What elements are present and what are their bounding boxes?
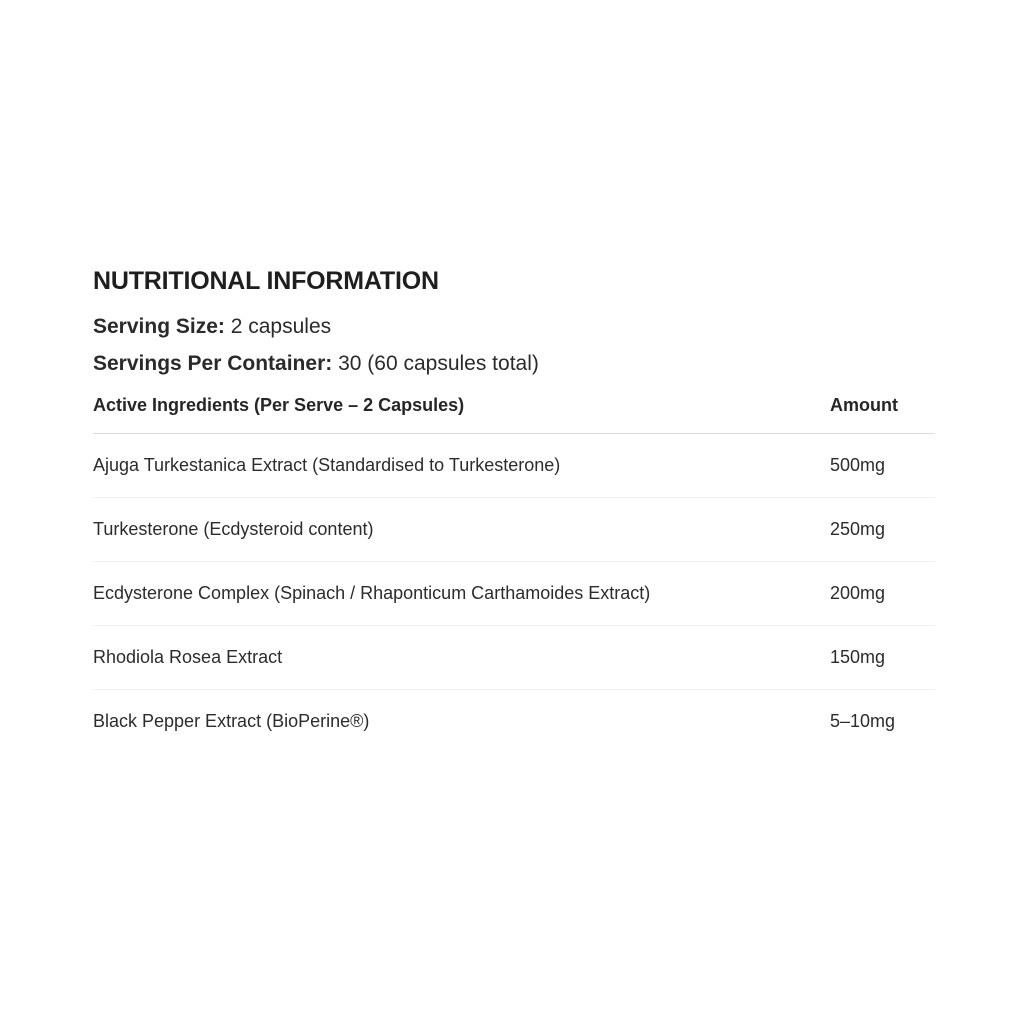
table-row (93, 690, 935, 754)
amount-column-header: Amount (830, 391, 935, 434)
amount-cell: 500mg (830, 434, 935, 498)
ingredient-cell: Black Pepper Extract (BioPerine®) (93, 711, 370, 731)
serving-size-line (93, 313, 935, 341)
serving-size-label: Serving Size: (93, 315, 225, 338)
amount-cell: 150mg (830, 626, 935, 690)
ingredient-cell: Rhodiola Rosea Extract (93, 626, 830, 690)
table-row (93, 626, 935, 690)
servings-per-container-label: Servings Per Container: (93, 352, 333, 375)
servings-per-container-line (93, 350, 935, 378)
amount-cell: 200mg (830, 562, 935, 626)
table-row (93, 434, 935, 498)
amount-cell: 250mg (830, 498, 935, 562)
ingredients-table (93, 391, 935, 753)
servings-per-container-value: 30 (60 capsules total) (338, 352, 539, 375)
ingredient-cell: Ecdysterone Complex (Spinach / Rhaponticum Carthamoides Extract) (93, 562, 830, 626)
ingredient-cell: Ajuga Turkestanica Extract (Standardised to Turkesterone) (93, 434, 830, 498)
amount-cell: 5–10mg (830, 711, 896, 731)
serving-size-value: 2 capsules (230, 315, 332, 338)
page-title: NUTRITIONAL INFORMATION (93, 267, 439, 295)
table-row (93, 498, 935, 562)
ingredient-cell: Turkesterone (Ecdysteroid content) (93, 498, 830, 562)
table-header-row (93, 391, 935, 434)
nutrition-panel (93, 262, 935, 753)
table-row (93, 562, 935, 626)
ingredient-column-header: Active Ingredients (Per Serve – 2 Capsules) (93, 391, 830, 434)
